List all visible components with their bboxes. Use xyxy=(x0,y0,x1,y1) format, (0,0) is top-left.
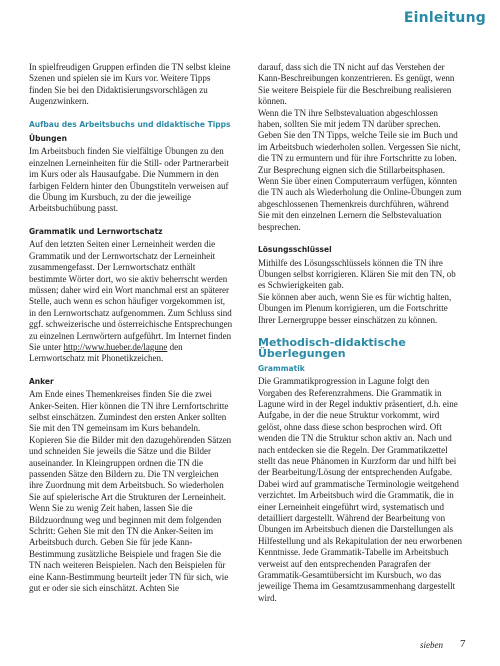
page-number-word: sieben xyxy=(420,640,443,650)
section-heading-methodisch: Methodisch-didaktische Überlegungen xyxy=(258,335,406,361)
loesung-paragraph-1: Mithilfe des Lösungsschlüssels können die TN ihre Übungen selbst korrigieren. Klären Sie mit den TN, ob es Schwierigkeiten gab. xyxy=(258,257,456,291)
page-title: Einleitung xyxy=(403,10,486,26)
subheading-anker: Anker xyxy=(29,376,54,386)
loesung-paragraph-2: Sie können aber auch, wenn Sie es für wichtig halten, Übungen im Plenum korrigieren, um die Fortschritte Ihrer Lernergruppe besser einschätzen zu können. xyxy=(258,291,452,325)
uebungen-paragraph: Im Arbeitsbuch finden Sie vielfältige Übungen zu den einzelnen Lerneinheiten für die Still- oder Partnerarbeit im Kurs oder als Hausaufgabe. Die Nummern in den farbigen Feldern hinter den Übungstiteln verweisen auf die Übung im Kursbuch, zu der die jeweilige Arbeitsbuchübung passt. xyxy=(29,146,229,214)
grammatik-text-1: Auf den letzten Seiten einer Lerneinheit werden die Grammatik und der Lernwortschatz der Lerneinheit zusammengefasst. Der Lernwortschatz enthält bestimmte Wörter dort, wo sie aktiv beherrscht werden müssen; daher wird ein Wort manchmal erst an späterer Stelle, auch wenn es schon häufiger vorgekommen ist, in den Lernwortschatz aufgenommen. Zum Schluss sind ggf. schweizerische und österreichische Entsprechungen zu einzelnen Lernwörtern aufgeführt. Im Internet finden Sie unter xyxy=(29,239,233,352)
subheading-uebungen: Übungen xyxy=(29,134,67,144)
intro-paragraph: In spielfreudigen Gruppen erfinden die TN selbst kleine Szenen und spielen sie im Kurs vor. Weitere Tipps finden Sie bei den Didaktisierungsvorschlägen zu Augenzwinkern. xyxy=(29,62,231,107)
right-paragraph-3: Zur Besprechung eignen sich die Stillarbeitsphasen. Wenn Sie über einen Computerraum verfügen, könnten die TN auch als Wiederholung die Online-Übungen zum abgeschlossenen Themenkreis durchführen, während Sie mit den einzelnen Lernern die Selbstevaluation besprechen. xyxy=(258,164,462,232)
right-column xyxy=(258,62,462,604)
page-number: 7 xyxy=(460,638,466,650)
anker-paragraph: Am Ende eines Themenkreises finden Sie die zwei Anker-Seiten. Hier können die TN ihre Lernfortschritte selbst einschätzen. Zumindest den ersten Anker sollten Sie mit den TN gemeinsam im Kurs behandeln. Kopieren Sie die Bilder mit den dazugehörenden Sätzen und schneiden Sie jeweils die Sätze und die Bilder auseinander. In Kleingruppen ordnen die TN die passenden Sätze den Bildern zu. Die TN vergleichen ihre Zuordnung mit dem Arbeitsbuch. So wiederholen Sie auf spielerische Art die Strukturen der Lerneinheit. Wenn Sie zu wenig Zeit haben, lassen Sie die Bildzuordnung weg und beginnen mit dem folgenden Schritt: Gehen Sie mit den TN die Anker-Seiten im Arbeitsbuch durch. Geben Sie für jede Kann-Bestimmung zusätzliche Beispiele und fragen Sie die TN nach weiteren Beispielen. Nach den Beispielen für eine Kann-Bestimmung beurteilt jeder TN für sich, wie gut er oder sie sich einschätzt. Achten Sie xyxy=(29,389,232,594)
header-bar xyxy=(0,4,500,34)
subheading-loesungsschluessel: Lösungsschlüssel xyxy=(258,245,332,255)
hueber-link[interactable]: http://www.hueber.de/lagune xyxy=(63,341,168,352)
section-heading-aufbau: Aufbau des Arbeitsbuchs und didaktische Tipps xyxy=(29,119,231,129)
right-paragraph-2: Wenn die TN ihre Selbstevaluation abgeschlossen haben, sollten Sie mit jedem TN darüber sprechen. Geben Sie den TN Tipps, welche Teile sie im Buch und im Arbeitsbuch wiederholen sollen. Vergessen Sie nicht, die TN zu ermuntern und für ihre Fortschritte zu loben. xyxy=(258,107,461,164)
grammatik-text-2: den Lernwortschatz mit Phonetikzeichen. xyxy=(29,341,183,364)
left-column xyxy=(29,62,233,594)
subheading-grammatik-lernwortschatz: Grammatik und Lernwortschatz xyxy=(29,226,163,236)
right-paragraph-1: darauf, dass sich die TN nicht auf das Verstehen der Kann-Beschreibungen konzentrieren. Es genügt, wenn Sie weitere Beispiele für die Beschreibung realisieren können. xyxy=(258,62,455,107)
subheading-grammatik: Grammatik xyxy=(258,363,305,373)
grammatik-method-paragraph: Die Grammatikprogression in Lagune folgt den Vorgaben des Referenzrahmens. Die Grammatik in Lagune wird in der Regel induktiv präsentiert, d.h. eine Aufgabe, in der die neue Struktur vorkommt, wird gelöst, ohne dass diese schon besprochen wird. Oft wenden die TN die Struktur schon aktiv an. Nach und nach entdecken sie die Regeln. Der Grammatikzettel stellt das neue Phänomen in Kurzform dar und hilft bei der Bearbeitung/Lösung der entsprechenden Aufgabe. Dabei wird auf grammatische Terminologie weitgehend verzichtet. Im Arbeitsbuch wird die Grammatik, die in einer Lerneinheit eingeführt wird, systematisch und detailliert dargestellt. Während der Bearbeitung von Übungen im Arbeitsbuch dienen die Darstellungen als Hilfestellung und als Rekapitulation der neu erworbenen Kenntnisse. Jede Grammatik-Tabelle im Arbeitsbuch verweist auf den entsprechenden Paragrafen der Grammatik-Gesamtübersicht im Kursbuch, wo das jeweilige Thema im Gesamtzusammenhang dargestellt wird. xyxy=(258,376,462,603)
grammatik-paragraph xyxy=(29,239,233,364)
